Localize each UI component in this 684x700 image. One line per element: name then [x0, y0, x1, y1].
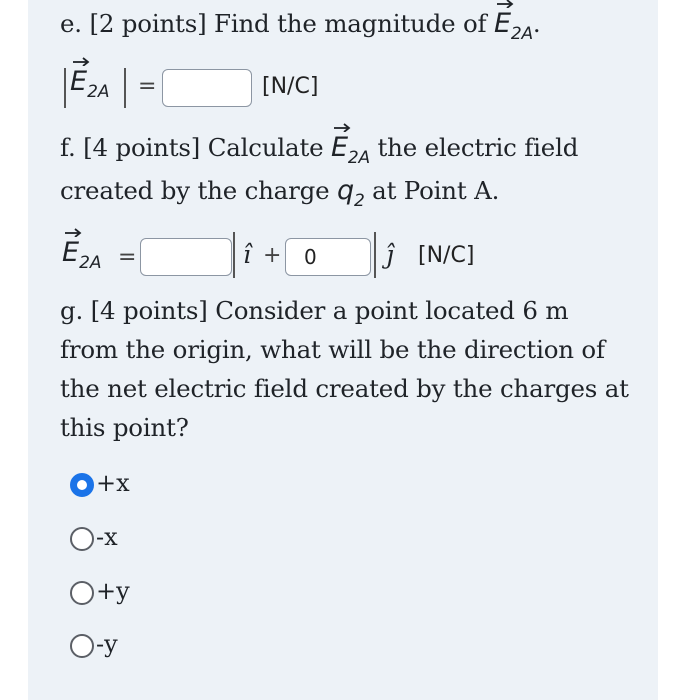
i-hat-symbol: î	[243, 240, 251, 269]
vector-arrow-icon	[496, 0, 514, 8]
magnitude-unit: [N/C]	[262, 74, 319, 99]
bracket-bar	[374, 232, 376, 278]
vector-subscript: 2A	[79, 253, 102, 273]
part-g-line2: from the origin, what will be the direction of	[60, 335, 605, 364]
part-f-line1	[60, 132, 579, 168]
equals-sign: =	[138, 74, 157, 99]
vector-subscript: 2A	[87, 82, 110, 102]
part-f-line1-end: the electric field	[377, 133, 579, 162]
magnitude-input[interactable]	[162, 69, 252, 107]
part-f-line2-end: at Point A.	[372, 176, 500, 205]
abs-bar-right	[124, 68, 126, 108]
radio-option-3[interactable]	[70, 634, 94, 658]
part-e-heading	[60, 8, 541, 44]
radio-option-label[interactable]: +y	[96, 577, 130, 605]
vector-letter: E	[62, 237, 80, 268]
vector-e2a	[494, 8, 511, 39]
vector-e2a-label	[62, 237, 102, 273]
radio-option-2[interactable]	[70, 581, 94, 605]
abs-bar-left	[64, 68, 66, 108]
bracket-bar	[233, 232, 235, 278]
part-f-heading-text: f. [4 points] Calculate	[60, 133, 324, 162]
plus-sign: +	[263, 243, 282, 268]
part-g-line3: the net electric field created by the charges at	[60, 374, 629, 403]
vector-letter: E	[331, 132, 348, 163]
vector-arrow-icon	[64, 227, 82, 237]
vector-letter: E	[70, 66, 88, 97]
part-e-heading-text: e. [2 points] Find the magnitude of	[60, 9, 487, 38]
part-f-line2	[60, 175, 500, 211]
radio-option-label[interactable]: -y	[96, 630, 118, 658]
vector-arrow-icon	[333, 122, 351, 132]
equals-sign: =	[118, 245, 137, 270]
i-component-input[interactable]	[140, 238, 232, 276]
vector-subscript: 2A	[347, 148, 370, 168]
part-g-line1: g. [4 points] Consider a point located 6 m	[60, 296, 569, 325]
part-g-line4: this point?	[60, 413, 189, 442]
vector-arrow-icon	[72, 56, 90, 66]
heading-period: .	[532, 9, 541, 38]
radio-option-1[interactable]	[70, 527, 94, 551]
j-hat-symbol: ĵ	[386, 240, 394, 269]
vector-letter: E	[493, 8, 511, 39]
radio-option-0[interactable]	[70, 473, 94, 497]
vector-subscript: 2A	[510, 24, 533, 44]
j-component-input[interactable]: 0	[285, 238, 371, 276]
abs-vector-e2a	[70, 66, 110, 102]
part-f-line2-start: created by the charge	[60, 176, 330, 205]
radio-option-label[interactable]: -x	[96, 523, 118, 551]
radio-option-label[interactable]: +x	[96, 469, 130, 497]
field-unit: [N/C]	[418, 243, 475, 268]
charge-letter: q	[336, 175, 354, 206]
charge-subscript: 2	[353, 191, 365, 211]
